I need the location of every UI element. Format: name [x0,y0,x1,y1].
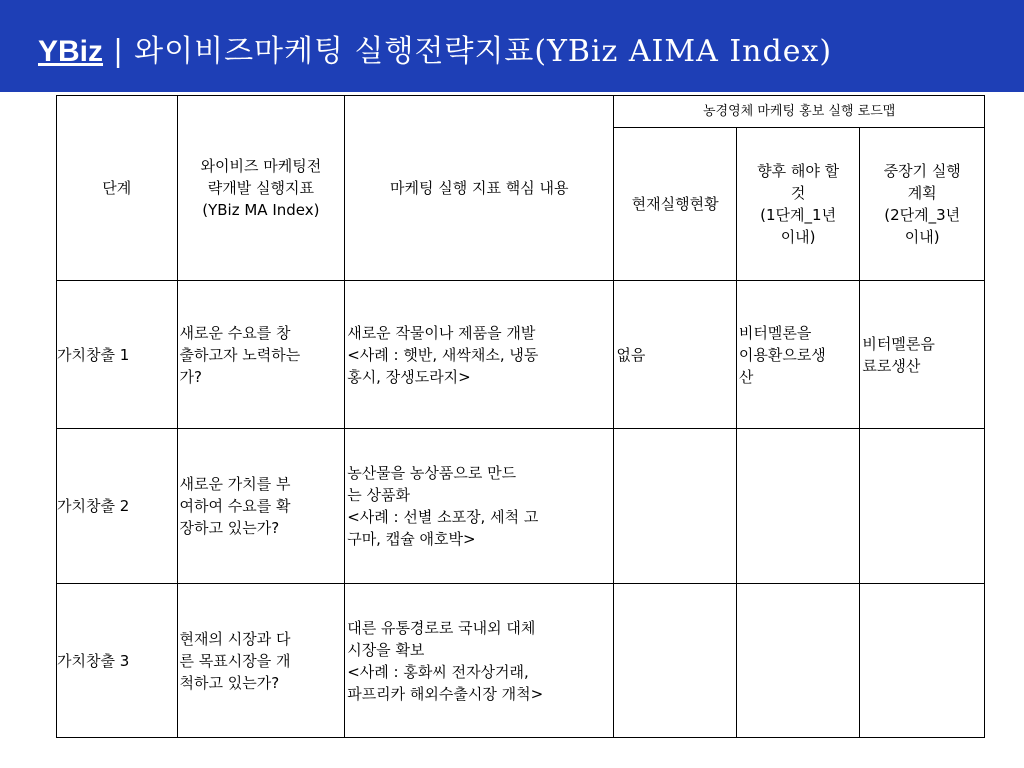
row-current: 없음 [614,281,737,429]
table-row [57,281,985,429]
row-content: 대른 유통경로로 국내외 대체 시장을 확보 <사례 : 홍화씨 전자상거래, 파프리카 해외수출시장 개척> [345,584,614,738]
row-index: 현재의 시장과 다 른 목표시장을 개 척하고 있는가? [177,584,345,738]
strategy-index-table [56,95,985,738]
row-content: 새로운 작물이나 제품을 개발 <사례 : 햇반, 새싹채소, 냉동 홍시, 장생도라지> [345,281,614,429]
row-longterm [860,429,985,584]
row-current [614,429,737,584]
row-longterm: 비터멜론음 료로생산 [860,281,985,429]
title-banner [0,0,1024,92]
brand-logo-text[interactable]: YBiz [38,35,104,68]
header-core-content: 마케팅 실행 지표 핵심 내용 [345,96,614,281]
title-separator: | [113,34,125,69]
header-ma-index: 와이비즈 마케팅전 략개발 실행지표 (YBiz MA Index) [177,96,345,281]
row-stage: 가치창출 2 [57,429,178,584]
header-longterm-plan: 중장기 실행 계획 (2단계_3년 이내) [860,128,985,281]
row-index: 새로운 가치를 부 여하여 수요를 확 장하고 있는가? [177,429,345,584]
header-future-tasks: 향후 해야 할 것 (1단계_1년 이내) [736,128,860,281]
row-longterm [860,584,985,738]
table-row [57,584,985,738]
table-row [57,429,985,584]
row-stage: 가치창출 1 [57,281,178,429]
row-index: 새로운 수요를 창 출하고자 노력하는 가? [177,281,345,429]
row-current [614,584,737,738]
page-title [38,26,832,70]
title-text: 와이비즈마케팅 실행전략지표(YBiz AIMA Index) [134,34,833,69]
row-future: 비터멜론을 이용환으로생 산 [736,281,860,429]
row-stage: 가치창출 3 [57,584,178,738]
row-content: 농산물을 농상품으로 만드 는 상품화 <사례 : 선별 소포장, 세척 고 구마, 캡슐 애호박> [345,429,614,584]
header-roadmap-group: 농경영체 마케팅 홍보 실행 로드맵 [614,96,985,128]
header-current-status: 현재실행현황 [614,128,737,281]
row-future [736,584,860,738]
header-stage: 단계 [57,96,178,281]
row-future [736,429,860,584]
